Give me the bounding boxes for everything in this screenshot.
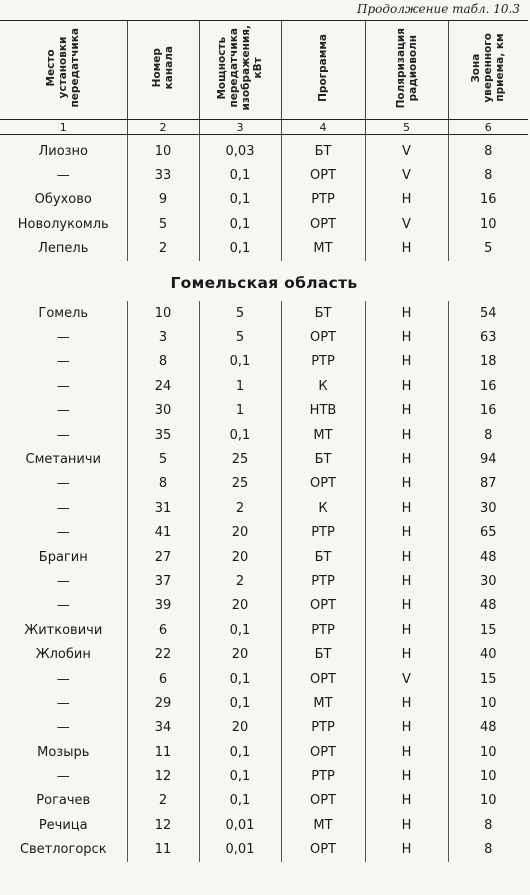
cell-channel: 22 [127,642,199,666]
cell-polarization: Н [365,237,448,261]
cell-program: РТР [281,764,365,788]
table-row [0,496,528,520]
cell-polarization: V [365,667,448,691]
cell-zone: 65 [448,520,528,544]
cell-channel: 41 [127,520,199,544]
cell-polarization: Н [365,520,448,544]
table-row [0,764,528,788]
cell-zone: 16 [448,374,528,398]
table-row [0,301,528,325]
cell-channel: 35 [127,423,199,447]
table-row [0,188,528,212]
cell-polarization: Н [365,545,448,569]
table-row [0,472,528,496]
column-number: 5 [365,120,448,135]
cell-program: ОРТ [281,789,365,813]
cell-polarization: Н [365,569,448,593]
cell-power: 20 [199,520,281,544]
cell-polarization: Н [365,188,448,212]
cell-program: МТ [281,691,365,715]
cell-power: 2 [199,569,281,593]
table-row [0,135,528,164]
cell-channel: 6 [127,667,199,691]
table-row [0,325,528,349]
table-row [0,399,528,423]
cell-power: 0,1 [199,212,281,236]
cell-power: 0,1 [199,350,281,374]
cell-program: ОРТ [281,594,365,618]
table-row [0,374,528,398]
cell-location: — [56,378,70,394]
cell-channel: 6 [127,618,199,642]
cell-polarization: Н [365,374,448,398]
cell-power: 0,1 [199,691,281,715]
cell-channel: 12 [127,813,199,837]
cell-zone: 40 [448,642,528,666]
cell-location: — [56,695,70,711]
cell-power: 5 [199,301,281,325]
cell-zone: 54 [448,301,528,325]
table-row [0,423,528,447]
section-row [0,261,528,301]
cell-program: БТ [281,301,365,325]
cell-power: 5 [199,325,281,349]
cell-channel: 2 [127,789,199,813]
column-number: 6 [448,120,528,135]
table-row [0,618,528,642]
table-row [0,212,528,236]
table-row [0,838,528,862]
cell-program: БТ [281,135,365,164]
cell-polarization: Н [365,789,448,813]
cell-channel: 39 [127,594,199,618]
cell-channel: 24 [127,374,199,398]
table-row [0,716,528,740]
transmitter-table [0,20,528,862]
cell-location: Мозырь [37,744,90,760]
column-number-row [0,120,528,135]
cell-program: НТВ [281,399,365,423]
cell-zone: 30 [448,569,528,593]
cell-location: Речица [38,817,88,833]
cell-zone: 63 [448,325,528,349]
cell-zone: 48 [448,545,528,569]
cell-polarization: Н [365,716,448,740]
cell-program: ОРТ [281,472,365,496]
cell-channel: 11 [127,838,199,862]
cell-zone: 18 [448,350,528,374]
cell-power: 0,1 [199,188,281,212]
cell-polarization: Н [365,764,448,788]
cell-power: 0,1 [199,764,281,788]
cell-zone: 8 [448,423,528,447]
cell-zone: 8 [448,813,528,837]
cell-channel: 8 [127,350,199,374]
table-row [0,447,528,471]
column-number: 2 [127,120,199,135]
table-row [0,350,528,374]
cell-power: 0,1 [199,618,281,642]
table-row [0,642,528,666]
cell-channel: 11 [127,740,199,764]
cell-program: РТР [281,569,365,593]
section-title: Гомельская область [170,273,358,292]
cell-location: — [56,769,70,785]
cell-location: — [56,525,70,541]
cell-zone: 8 [448,838,528,862]
cell-location: — [56,427,70,443]
cell-zone: 87 [448,472,528,496]
cell-polarization: Н [365,838,448,862]
cell-power: 25 [199,447,281,471]
cell-program: РТР [281,520,365,544]
cell-polarization: Н [365,447,448,471]
cell-program: К [281,374,365,398]
header-row [0,21,528,120]
table-row [0,740,528,764]
cell-polarization: Н [365,691,448,715]
cell-power: 0,03 [199,135,281,164]
cell-channel: 9 [127,188,199,212]
cell-power: 2 [199,496,281,520]
header-power: Мощность передатчика изображения, кВт [199,21,281,120]
cell-location: Гомель [38,305,89,321]
table-row [0,667,528,691]
cell-location: — [56,598,70,614]
cell-power: 20 [199,716,281,740]
cell-zone: 10 [448,212,528,236]
cell-location: — [56,573,70,589]
cell-polarization: Н [365,399,448,423]
cell-location: — [56,500,70,516]
cell-channel: 31 [127,496,199,520]
header-channel: Номер канала [127,21,199,120]
cell-location: — [56,403,70,419]
cell-program: РТР [281,350,365,374]
cell-channel: 29 [127,691,199,715]
cell-location: — [56,168,70,184]
header-program: Программа [281,21,365,120]
cell-channel: 8 [127,472,199,496]
cell-polarization: Н [365,642,448,666]
cell-location: Брагин [38,549,88,565]
cell-polarization: Н [365,496,448,520]
cell-channel: 5 [127,212,199,236]
table-row [0,789,528,813]
cell-zone: 15 [448,667,528,691]
header-zone: Зона уверенного приема, км [448,21,528,120]
cell-polarization: Н [365,472,448,496]
cell-location: — [56,354,70,370]
cell-power: 20 [199,642,281,666]
cell-polarization: Н [365,325,448,349]
cell-program: МТ [281,813,365,837]
cell-location: — [56,330,70,346]
cell-power: 25 [199,472,281,496]
cell-program: ОРТ [281,325,365,349]
cell-zone: 10 [448,789,528,813]
cell-location: Житковичи [24,622,103,638]
cell-channel: 3 [127,325,199,349]
cell-channel: 10 [127,301,199,325]
cell-zone: 5 [448,237,528,261]
cell-channel: 2 [127,237,199,261]
cell-power: 20 [199,545,281,569]
cell-zone: 10 [448,740,528,764]
cell-channel: 34 [127,716,199,740]
cell-zone: 10 [448,691,528,715]
cell-power: 0,1 [199,740,281,764]
cell-location: Лепель [38,241,89,257]
cell-location: Жлобин [35,647,91,663]
cell-location: Сметаничи [25,451,101,467]
column-number: 4 [281,120,365,135]
cell-channel: 27 [127,545,199,569]
cell-location: — [56,476,70,492]
table-row [0,691,528,715]
cell-polarization: Н [365,740,448,764]
table-row [0,520,528,544]
cell-zone: 15 [448,618,528,642]
cell-zone: 16 [448,399,528,423]
cell-polarization: Н [365,301,448,325]
cell-zone: 48 [448,716,528,740]
cell-power: 0,1 [199,789,281,813]
cell-channel: 12 [127,764,199,788]
cell-polarization: Н [365,618,448,642]
cell-channel: 33 [127,163,199,187]
cell-channel: 30 [127,399,199,423]
cell-program: БТ [281,545,365,569]
cell-program: ОРТ [281,838,365,862]
cell-power: 0,1 [199,237,281,261]
cell-zone: 94 [448,447,528,471]
cell-location: Обухово [34,192,92,208]
header-polarization: Поляризация радиоволн [365,21,448,120]
cell-polarization: Н [365,350,448,374]
cell-location: Светлогорск [19,842,107,858]
table-row [0,545,528,569]
cell-power: 0,01 [199,813,281,837]
cell-power: 0,01 [199,838,281,862]
cell-program: РТР [281,618,365,642]
cell-program: РТР [281,716,365,740]
cell-power: 0,1 [199,423,281,447]
cell-power: 20 [199,594,281,618]
cell-program: ОРТ [281,667,365,691]
cell-polarization: V [365,163,448,187]
cell-program: БТ [281,642,365,666]
table-row [0,569,528,593]
table-caption: Продолжение табл. 10.3 [357,2,520,16]
column-number: 3 [199,120,281,135]
cell-channel: 5 [127,447,199,471]
cell-polarization: V [365,135,448,164]
table-row [0,163,528,187]
cell-location: Рогачев [36,793,91,809]
column-number: 1 [0,120,127,135]
cell-program: МТ [281,237,365,261]
cell-zone: 16 [448,188,528,212]
cell-channel: 37 [127,569,199,593]
table-row [0,594,528,618]
cell-location: Новолукомль [17,216,109,232]
cell-program: РТР [281,188,365,212]
cell-location: Лиозно [38,143,89,159]
cell-zone: 30 [448,496,528,520]
cell-polarization: Н [365,423,448,447]
cell-zone: 8 [448,135,528,164]
cell-power: 0,1 [199,163,281,187]
cell-program: ОРТ [281,740,365,764]
cell-location: — [56,671,70,687]
cell-polarization: V [365,212,448,236]
cell-location: — [56,720,70,736]
cell-program: БТ [281,447,365,471]
header-location: Место установки передатчика [0,21,127,120]
cell-power: 1 [199,374,281,398]
cell-program: ОРТ [281,212,365,236]
cell-program: К [281,496,365,520]
cell-program: МТ [281,423,365,447]
cell-zone: 8 [448,163,528,187]
cell-program: ОРТ [281,163,365,187]
table-row [0,813,528,837]
cell-polarization: Н [365,594,448,618]
cell-zone: 10 [448,764,528,788]
cell-channel: 10 [127,135,199,164]
cell-zone: 48 [448,594,528,618]
cell-power: 0,1 [199,667,281,691]
table-row [0,237,528,261]
cell-power: 1 [199,399,281,423]
cell-polarization: Н [365,813,448,837]
